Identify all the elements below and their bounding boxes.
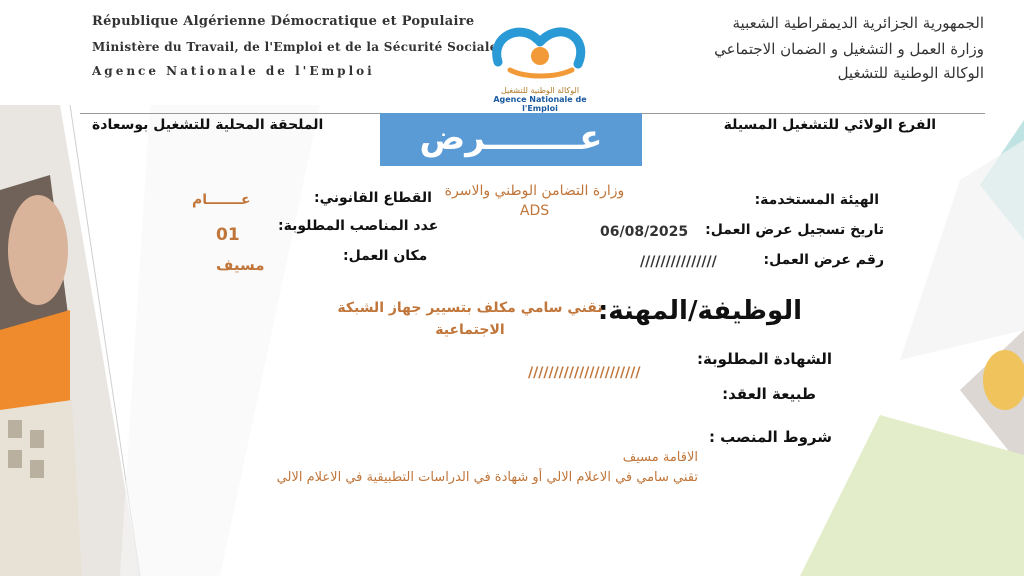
positions-value: 01 — [216, 225, 240, 245]
employer-value-ads: ADS — [519, 203, 550, 219]
offer-no-value: /////////////// — [640, 254, 717, 270]
header-ar-line2: وزارة العمل و التشغيل و الضمان الاجتماعي — [714, 40, 984, 58]
positions-label: عدد المناصب المطلوبة: — [278, 218, 439, 234]
header-fr-line3: Agence Nationale de l'Emploi — [92, 64, 375, 78]
employer-value: وزارة التضامن الوطني والاسرة — [444, 183, 625, 199]
anem-logo — [480, 12, 600, 113]
branch-right: الفرع الولائي للتشغيل المسيلة — [723, 117, 936, 133]
diploma-value: ////////////////////// — [528, 365, 641, 381]
header-fr-line1: République Algérienne Démocratique et Populaire — [92, 14, 475, 29]
green-triangle — [800, 415, 1024, 576]
job-label: الوظيفة/المهنة: — [597, 296, 802, 326]
reg-date-label: تاريخ تسجيل عرض العمل: — [705, 222, 884, 238]
header-fr-line2: Ministère du Travail, de l'Emploi et de la Sécurité Sociale — [92, 40, 498, 54]
offer-no-label: رقم عرض العمل: — [763, 252, 884, 268]
conditions-label: شروط المنصب : — [708, 428, 832, 446]
job-value-line2: الاجتماعية — [435, 322, 505, 338]
location-label: مكان العمل: — [343, 248, 428, 264]
location-value: مسيف — [216, 256, 265, 274]
logo-fr-text: Agence Nationale de l'Emploi — [493, 95, 587, 113]
logo-ar-text: الوكالة الوطنية للتشغيل — [500, 86, 580, 95]
sector-label: القطاع القانوني: — [314, 190, 432, 206]
logo-mark-icon — [480, 12, 600, 84]
hand-shape — [8, 195, 68, 305]
offer-title: عــــــــرض — [419, 118, 603, 158]
header-ar-line1: الجمهورية الجزائرية الديمقراطية الشعبية — [732, 14, 984, 32]
divider-left — [80, 113, 380, 114]
divider-right — [640, 113, 985, 114]
offer-title-box — [380, 113, 642, 166]
branch-left: الملحقة المحلية للتشغيل بوسعادة — [92, 117, 324, 133]
condition-1: الاقامة مسيف — [622, 450, 698, 465]
header-ar-line3: الوكالة الوطنية للتشغيل — [837, 64, 984, 82]
condition-2: تقني سامي في الاعلام الالي أو شهادة في الدراسات التطبيقية في الاعلام الالي — [276, 470, 698, 485]
employer-label: الهيئة المستخدمة: — [754, 192, 879, 208]
diploma-label: الشهادة المطلوبة: — [696, 350, 832, 368]
sector-value: عـــــــام — [192, 192, 251, 208]
contract-label: طبيعة العقد: — [722, 385, 816, 403]
reg-date-value: 06/08/2025 — [600, 224, 689, 240]
job-value-line1: تقني سامي مكلف بتسيير جهاز الشبكة — [337, 300, 603, 316]
